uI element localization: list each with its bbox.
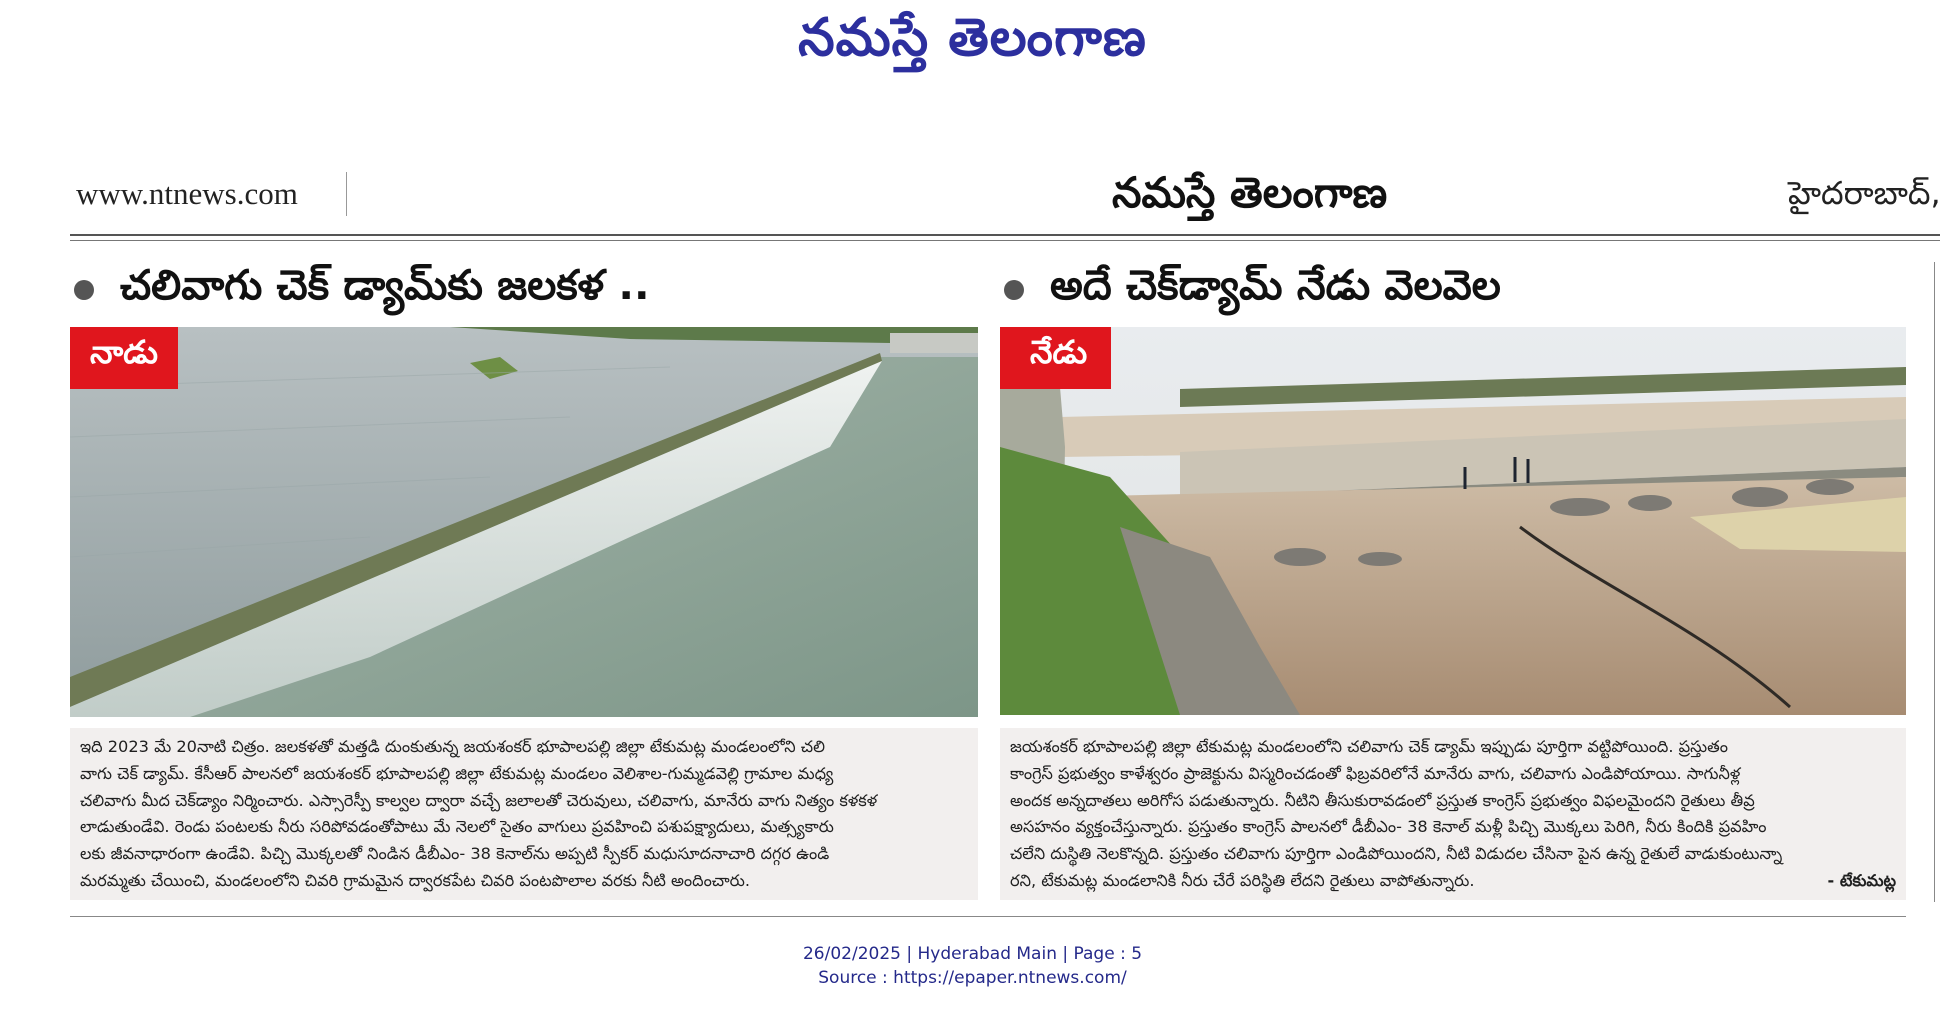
bullet-icon bbox=[1004, 280, 1024, 300]
tag-now: నేడు bbox=[1000, 327, 1111, 389]
caption-line: ఇది 2023 మే 20నాటి చిత్రం. జలకళతో మత్తడి దుంకుతున్న జయశంకర్ భూపాలపల్లి జిల్లా టేకుమట్ల మండలంలోని చలి bbox=[80, 737, 825, 756]
paper-name: నమస్తే తెలంగాణ bbox=[1112, 168, 1388, 217]
caption-then bbox=[70, 728, 978, 900]
headline-text: అదే చెక్‌డ్యామ్ నేడు వెలవెల bbox=[1050, 261, 1501, 309]
checkdam-dry-illustration bbox=[1000, 327, 1906, 715]
headline-text: చలివాగు చెక్ డ్యామ్‌కు జలకళ .. bbox=[120, 261, 650, 309]
footer-source-link[interactable]: Source : https://epaper.ntnews.com/ bbox=[818, 968, 1127, 988]
caption-line bbox=[1010, 868, 1896, 895]
header-rule-thin bbox=[70, 240, 1940, 241]
photo-checkdam-full bbox=[70, 327, 978, 717]
caption-line: చలేని దుస్థితి నెలకొన్నది. ప్రస్తుతం చలివాగు పూర్తిగా ఎండిపోయిందని, నీటి విడుదల చేసినా పైన ఉన్న రైతులే వాడుకుంటున్నా bbox=[1010, 844, 1783, 864]
header-rule bbox=[70, 234, 1940, 236]
footer-edition-info: 26/02/2025 | Hyderabad Main | Page : 5 bbox=[802, 944, 1143, 964]
caption-line: అసహనం వ్యక్తంచేస్తున్నారు. ప్రస్తుతం కాంగ్రెస్ పాలనలో డీబీఎం- 38 కెనాల్ మళ్లీ పిచ్చి మొక్కలు పెరిగి, నీరు కిందికి ప్రవహిం bbox=[1010, 817, 1767, 837]
page-header-bar bbox=[72, 168, 1941, 222]
caption-line: లాడుతుండేవి. రెండు పంటలకు నీరు సరిపోవడంతోపాటు మే నెలలో సైతం వాగులు ప్రవహించి పశుపక్ష్యాదులు, మత్స్యకారు bbox=[80, 817, 834, 837]
byline: - టేకుమట్ల bbox=[1827, 870, 1896, 890]
masthead-logo: నమస్తే తెలంగాణ bbox=[798, 8, 1147, 68]
photo-checkdam-dry bbox=[1000, 327, 1906, 715]
caption-line: కాంగ్రెస్ ప్రభుత్వం కాళేశ్వరం ప్రాజెక్టును విస్మరించడంతో ఫిబ్రవరిలోనే మానేరు వాగు, చలివాగు ఎండిపోయాయి. సాగునీళ్ల bbox=[1010, 763, 1741, 783]
caption-line: అందక అన్నదాతలు అరిగోస పడుతున్నారు. నీటిని తీసుకురావడంలో ప్రస్తుత కాంగ్రెస్ ప్రభుత్వం విఫలమైందని రైతులు తీవ్ర bbox=[1010, 790, 1755, 810]
caption-line-text: రని, టేకుమట్ల మండలానికి నీరు చేరే పరిస్థితి లేదని రైతులు వాపోతున్నారు. bbox=[1010, 870, 1475, 890]
story-headline bbox=[70, 262, 650, 318]
bullet-icon bbox=[74, 280, 94, 300]
tag-then: నాడు bbox=[70, 327, 178, 389]
caption-line: చలివాగు మీద చెక్‌డ్యాం నిర్మించారు. ఎస్సారెస్పీ కాల్వల ద్వారా వచ్చే జలాలతో చెరువులు, చలివాగు, మానేరు వాగు నిత్యం కళకళ bbox=[80, 790, 878, 810]
caption-now bbox=[1000, 728, 1906, 900]
caption-line: వాగు చెక్ డ్యామ్. కేసీఆర్ పాలనలో జయశంకర్ భూపాలపల్లి జిల్లా టేకుమట్ల మండలం వెలిశాల-గుమ్మడవెల్లి గ్రామాల మధ్య bbox=[80, 763, 834, 783]
story-headline bbox=[1000, 262, 1501, 318]
header-divider bbox=[346, 172, 347, 216]
checkdam-full-illustration bbox=[70, 327, 978, 717]
city-dateline: హైదరాబాద్, bbox=[1788, 174, 1941, 212]
caption-line: మరమ్మతు చేయించి, మండలంలోని చివరి గ్రామమైన ద్వారకపేట చివరి పంటపొలాల వరకు నీటి అందించారు. bbox=[80, 870, 750, 890]
caption-line: జయశంకర్ భూపాలపల్లి జిల్లా టేకుమట్ల మండలంలోని చలివాగు చెక్ డ్యామ్ ఇప్పుడు పూర్తిగా వట్టిపోయింది. ప్రస్తుతం bbox=[1010, 737, 1728, 756]
bottom-rule bbox=[70, 916, 1906, 917]
site-url: www.ntnews.com bbox=[76, 176, 298, 211]
caption-line: లకు జీవనాధారంగా ఉండేవి. పిచ్చి మొక్కలతో నిండిన డీబీఎం- 38 కెనాల్‌ను అప్పటి స్పీకర్ మధుసూదనాచారి దగ్గర ఉండి bbox=[80, 844, 830, 864]
right-edge-rule bbox=[1934, 262, 1935, 902]
